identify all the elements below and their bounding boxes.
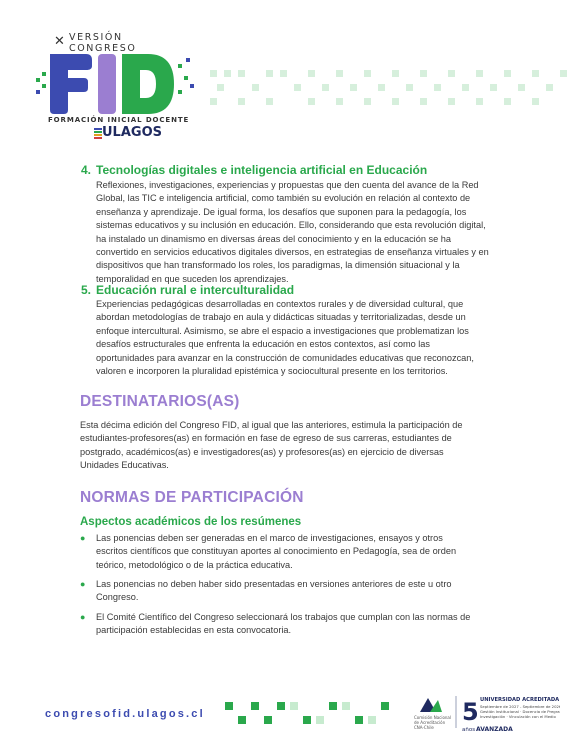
accreditation-title: UNIVERSIDAD ACREDITADA [480, 697, 560, 703]
aspectos-subheading: Aspectos académicos de los resúmenes [80, 516, 302, 528]
paragraph-line: enfoque intercultural. Asimismo, se abre el espacio a investigaciones que problematizan los [96, 325, 469, 336]
paragraph-line: valoren e incorporen la pluralidad epistémica y sociocultural presente en los territorios. [96, 366, 448, 377]
page-header [0, 0, 581, 150]
paragraph-line: Reflexiones, investigaciones, experiencias y propuestas que den cuenta del avance de la Red [96, 180, 479, 190]
accreditation-years-label: años [462, 727, 476, 733]
paragraph-line: participación establecidas en esta convocatoria. [96, 625, 292, 636]
destinatarios-heading: DESTINATARIOS(AS) [80, 393, 240, 410]
paragraph-line: convertido en servicios educativos digitales diversos, en estrategias de enseñanza virtuales y en [96, 247, 489, 258]
footer-website-link[interactable]: congresofid.ulagos.cl [45, 708, 205, 720]
paragraph-line: dispositivos que han transformado los roles, los paradigmas, la dimensión situacional y la [96, 260, 460, 271]
bullet-icon: ● [80, 612, 86, 622]
paragraph-line: Esta décima edición del Congreso FID, al igual que las anteriores, estimula la participación de [80, 420, 463, 430]
paragraph-line: desafíos estructurales que enfrenta la educación en estos contextos, así como las [96, 339, 431, 350]
numbered-item-5-title [81, 283, 294, 297]
logo-congreso-text: CONGRESO [69, 43, 137, 54]
item-number: 4. [81, 163, 92, 177]
logo-version-text: VERSIÓN [69, 32, 123, 43]
accreditation-areas: Gestión Institucional · Docencia de Pregrado [480, 709, 560, 714]
footer-dot-pattern [225, 700, 395, 730]
paragraph-line: teórico, metodológico o de la práctica educativa. [96, 559, 293, 570]
paragraph-line: sistemas educativos y su inclusión en educación. Ello, considerando que esta revolución digital, [96, 220, 486, 231]
paragraph-line: enseñanza y aprendizaje. De igual forma, los desafíos que suponen para la pedagogía, los [96, 206, 467, 217]
formacion-inicial-text: FORMACIÓN INICIAL DOCENTE [48, 116, 190, 124]
list-item [80, 578, 503, 605]
item-title: Educación rural e interculturalidad [96, 283, 295, 297]
paragraph-line: Las ponencias deben ser generadas en el marco de investigaciones, ensayos y otros [96, 533, 443, 543]
paragraph-line: Unidades Educativas. [80, 460, 169, 471]
item-title: Tecnologías digitales e inteligencia artificial en Educación [96, 163, 428, 177]
destinatarios-body [80, 419, 503, 473]
paragraph-line: abordan metodologías de trabajo en aula y didácticas situadas y territorializadas, desde un [96, 312, 466, 323]
cna-label-line: Comisión Nacional [414, 715, 451, 720]
list-item [80, 532, 503, 572]
normas-heading: NORMAS DE PARTICIPACIÓN [80, 489, 304, 506]
paragraph-line: Experiencias pedagógicas desarrolladas en contextos rurales y de diversidad cultural, que [96, 299, 464, 309]
cna-label-line: CNA-Chile [414, 725, 434, 730]
accreditation-level: AVANZADA [476, 726, 513, 733]
bullet-icon: ● [80, 533, 86, 543]
fid-logo-letters [36, 54, 196, 116]
accreditation-areas: Investigación · Vinculación con el Medio [480, 714, 556, 719]
paragraph-line: Global, las TIC e inteligencia artificial, como también su evolución en relación al contexto de [96, 193, 471, 204]
numbered-item-4-title [81, 163, 427, 177]
paragraph-line: oportunidades para avanzar en la construcción de comunidades educativas que reconozcan, [96, 352, 474, 363]
accreditation-dates: Septiembre de 2027 - Septiembre de 2026 [480, 704, 560, 709]
paragraph-line: escritos científicos que constituyan aportes al conocimiento en Pedagogía, sea de orden [96, 546, 457, 557]
item-number: 5. [81, 283, 92, 297]
ulagos-wordmark: ULAGOS [102, 125, 162, 140]
paragraph-line: estudiantes-profesores(as) en formación en fase de egreso de sus carreras, estudiantes de [80, 433, 452, 444]
paragraph-line: Las ponencias no deben haber sido presentadas en versiones anteriores de este u otro [96, 579, 452, 589]
numbered-item-4-body [96, 179, 503, 286]
paragraph-line: El Comité Científico del Congreso seleccionará los trabajos que cumplan con las normas de [96, 612, 471, 622]
list-item [80, 611, 503, 638]
paragraph-line: Congreso. [96, 592, 139, 603]
numbered-item-5-body [96, 298, 503, 378]
accreditation-graphic [410, 690, 560, 734]
paragraph-line: postgrado, académicos(as) e investigadores(as) y profesores(as) en ejercicio de diversas [80, 446, 444, 457]
accreditation-years-number: 5 [462, 698, 479, 726]
cna-label-line: de Acreditación [414, 720, 446, 725]
paragraph-line: ha instalado un dinamismo en diversas áreas del conocimiento y en la educación se ha [96, 233, 451, 244]
header-dot-pattern [210, 70, 570, 108]
accreditation-badge [410, 690, 560, 734]
x-mark-icon: ✕ [54, 34, 65, 49]
congreso-fid-logo [36, 30, 196, 142]
paragraph-line: temporalidad en que suceden los aprendizajes. [96, 273, 289, 284]
ulagos-stripes-icon [94, 128, 102, 140]
bullet-icon: ● [80, 579, 86, 589]
